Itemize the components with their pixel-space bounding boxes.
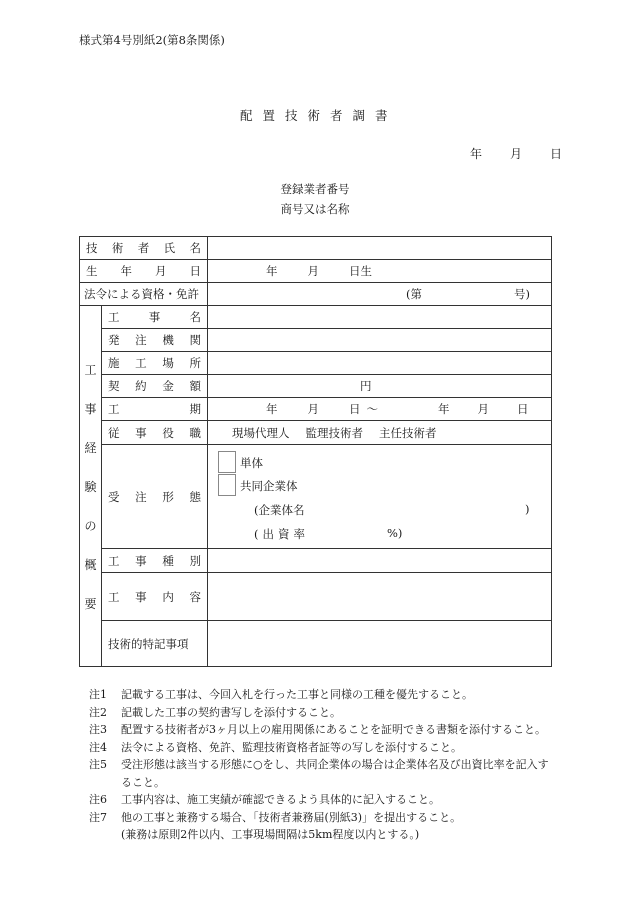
note-text: 法令による資格、免許、監理技術資格者証等の写しを添付すること。 — [121, 740, 462, 754]
note-item — [89, 739, 559, 757]
note-item — [89, 686, 559, 704]
role-option-site-agent[interactable]: 現場代理人 — [232, 425, 290, 440]
section-char: 経 — [84, 440, 97, 455]
location-field[interactable] — [208, 352, 552, 375]
label-char: 名 — [189, 241, 201, 255]
experience-section-text — [80, 361, 101, 612]
note-text: 配置する技術者が3ヶ月以上の雇用関係にあることを証明できる書類を添付すること。 — [121, 723, 546, 736]
note-item — [89, 721, 559, 739]
row-engineer-name — [80, 237, 552, 260]
label-char: 態 — [189, 489, 201, 504]
role-label — [108, 425, 201, 441]
note-text: 受注形態は該当する形態に○をし、共同企業体の場合は企業体名及び出資比率を記入すること。 — [121, 758, 549, 789]
note-number: 注6 — [89, 793, 107, 806]
label-char: 者 — [137, 241, 150, 255]
page-title: 配置技術者調書 — [240, 108, 398, 123]
section-char: 工 — [84, 362, 97, 377]
birth-month: 月 — [307, 264, 319, 278]
label-char: 容 — [189, 589, 201, 604]
birth-day: 日生 — [349, 264, 372, 278]
label-char: 事 — [135, 553, 147, 568]
order-type-field — [208, 445, 552, 549]
note-item — [89, 704, 559, 722]
period-start-month: 月 — [307, 402, 319, 416]
label-char: 役 — [162, 425, 174, 440]
qualification-label: 法令による資格・免許 — [84, 287, 199, 301]
note-text: 記載した工事の契約書写しを添付すること。 — [121, 705, 341, 719]
period-end-month: 月 — [477, 402, 489, 416]
section-char: の — [84, 518, 97, 533]
client-field[interactable] — [208, 329, 552, 352]
row-project-name — [80, 306, 552, 329]
label-char: 事 — [135, 425, 147, 440]
amount-unit: 円 — [360, 379, 372, 393]
note-item — [89, 791, 559, 809]
engineer-name-field[interactable] — [208, 237, 552, 260]
note-number: 注5 — [89, 758, 107, 771]
work-type-field[interactable] — [208, 549, 552, 573]
label-char: 所 — [189, 356, 201, 370]
single-checkbox[interactable] — [218, 451, 236, 473]
project-name-label — [108, 309, 201, 325]
label-char: 別 — [189, 553, 201, 568]
label-char: 工 — [108, 589, 120, 604]
label-char: 事 — [148, 310, 161, 324]
label-char: 従 — [108, 425, 120, 440]
label-char: 職 — [189, 425, 201, 440]
period-label — [108, 401, 201, 417]
role-option-supervising-engineer[interactable]: 監理技術者 — [305, 425, 363, 440]
note-extra: (兼務は原則2件以内、工事現場間隔は5km程度以内とする。) — [121, 828, 420, 841]
note-number: 注4 — [89, 740, 107, 754]
label-char: 内 — [162, 589, 174, 604]
label-char: 関 — [189, 333, 201, 347]
note-text: 工事内容は、施工実績が確認できるよう具体的に記入すること。 — [121, 793, 440, 806]
label-char: 注 — [135, 333, 147, 347]
note-number: 注1 — [89, 688, 107, 701]
period-field[interactable] — [208, 398, 552, 421]
label-char: 受 — [108, 489, 120, 504]
row-qualification — [80, 283, 552, 306]
label-char: 発 — [108, 333, 120, 347]
row-role — [80, 421, 552, 445]
label-char: 工 — [108, 310, 120, 324]
label-char: 日 — [189, 264, 201, 278]
period-tilde: 〜 — [366, 402, 378, 416]
notes-section — [89, 686, 559, 844]
role-option-chief-engineer[interactable]: 主任技術者 — [379, 425, 437, 440]
row-tech-notes — [80, 621, 552, 667]
period-end-year: 年 — [438, 402, 450, 416]
label-char: 生 — [86, 264, 98, 278]
date-month: 月 — [510, 147, 523, 161]
order-single-label: 単体 — [240, 456, 263, 470]
label-char: 事 — [135, 589, 147, 604]
row-order-type — [80, 445, 552, 549]
company-name-label: 商号又は名称 — [280, 202, 350, 216]
engineer-name-label — [86, 240, 201, 256]
client-label — [108, 332, 201, 348]
date-year: 年 — [470, 147, 483, 161]
qualification-field[interactable] — [208, 283, 552, 306]
label-char: 期 — [189, 402, 201, 416]
row-client — [80, 329, 552, 352]
birth-label — [86, 263, 201, 279]
order-jv-label: 共同企業体 — [240, 479, 298, 493]
experience-section-label — [80, 306, 102, 667]
date-line — [470, 145, 562, 162]
row-work-content — [80, 573, 552, 621]
note-item — [89, 809, 559, 827]
row-birth — [80, 260, 552, 283]
birth-year: 年 — [266, 264, 278, 278]
amount-field[interactable] — [208, 375, 552, 398]
row-work-type — [80, 549, 552, 573]
label-char: 氏 — [163, 241, 176, 255]
label-char: 金 — [162, 379, 174, 393]
label-char: 注 — [135, 489, 147, 504]
tech-notes-label: 技術的特記事項 — [108, 636, 189, 651]
row-amount — [80, 375, 552, 398]
registration-number-label: 登録業者番号 — [280, 182, 350, 196]
amount-label — [108, 378, 201, 394]
label-char: 名 — [189, 310, 201, 324]
investment-ratio-close: %) — [387, 526, 403, 540]
note-item — [89, 756, 559, 791]
label-char: 技 — [86, 241, 98, 255]
label-char: 額 — [189, 379, 201, 393]
order-type-label — [108, 489, 201, 505]
period-start-year: 年 — [266, 402, 278, 416]
section-char: 験 — [84, 479, 97, 494]
section-char: 概 — [84, 557, 97, 572]
date-day: 日 — [550, 147, 563, 161]
section-char: 事 — [84, 401, 97, 416]
label-char: 工 — [108, 553, 120, 568]
form-id: 様式第4号別紙2(第8条関係) — [79, 33, 225, 47]
label-char: 年 — [120, 264, 132, 278]
label-char: 契 — [108, 379, 120, 393]
jv-name-label: (企業体名 — [254, 503, 305, 517]
qualification-prefix: (第 — [406, 287, 422, 301]
label-char: 工 — [108, 402, 120, 416]
tech-notes-field[interactable] — [208, 621, 552, 667]
work-content-field[interactable] — [208, 573, 552, 621]
role-field[interactable] — [208, 421, 552, 445]
project-name-field[interactable] — [208, 306, 552, 329]
period-end-day: 日 — [517, 402, 529, 416]
label-char: 場 — [162, 356, 174, 370]
period-start-day: 日 — [349, 402, 361, 416]
work-content-label — [108, 589, 201, 605]
investment-ratio-label: (出資率 — [254, 527, 309, 541]
label-char: 形 — [162, 489, 174, 504]
engineer-table — [79, 236, 552, 667]
note-text: 記載する工事は、今回入札を行った工事と同様の工種を優先すること。 — [121, 688, 473, 701]
label-char: 月 — [155, 264, 167, 278]
location-label — [108, 355, 201, 371]
label-char: 機 — [162, 333, 174, 347]
birth-field[interactable] — [208, 260, 552, 283]
notes-list — [89, 686, 559, 826]
note-number: 注7 — [89, 810, 107, 824]
label-char: 術 — [111, 241, 124, 255]
note-number: 注3 — [89, 723, 107, 736]
note-number: 注2 — [89, 705, 107, 719]
label-char: 施 — [108, 356, 120, 370]
label-char: 約 — [135, 379, 147, 393]
qualification-suffix: 号) — [514, 287, 530, 301]
row-location — [80, 352, 552, 375]
jv-checkbox[interactable] — [218, 474, 236, 496]
label-char: 種 — [162, 553, 174, 568]
work-type-label — [108, 553, 201, 569]
jv-name-close: ) — [525, 502, 530, 516]
label-char: 工 — [135, 356, 147, 370]
section-char: 要 — [84, 596, 97, 611]
row-period — [80, 398, 552, 421]
note-text: 他の工事と兼務する場合、「技術者兼務届(別紙3)」を提出すること。 — [121, 810, 462, 824]
